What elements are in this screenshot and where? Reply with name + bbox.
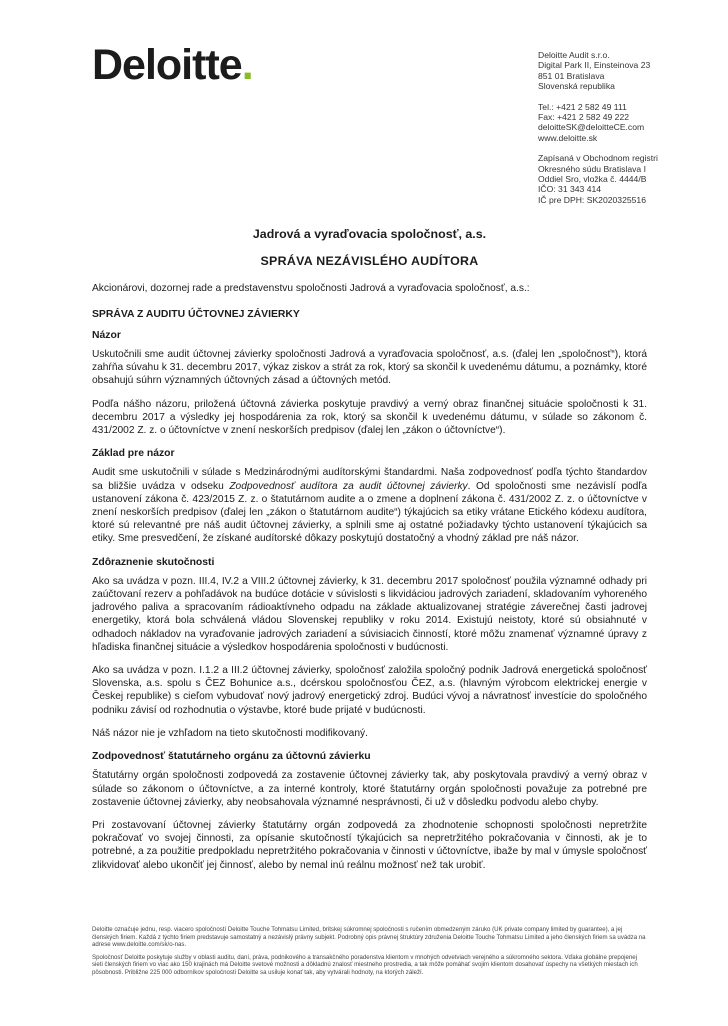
- logo-dot: .: [241, 41, 253, 89]
- section-title: SPRÁVA Z AUDITU ÚČTOVNEJ ZÁVIERKY: [92, 308, 300, 320]
- basis-paragraph: [92, 466, 647, 545]
- footer-paragraph: Deloitte označuje jednu, resp. viacero spoločností Deloitte Touche Tohmatsu Limited, britskej súkromnej spoločnosti s ručením obmedzeným záruko (UK private company limited by guarantee), a jej členských firiem. Každá z týchto firiem predstavuje samostatný a nezávislý právny subjekt. Podrobný opis právnej štruktúry združenia Deloitte Touche Tohmatsu Limited a jeho členských firiem sa uvádza na adrese www.deloitte.com/sk/o-nas.: [92, 926, 646, 949]
- website-address: www.deloitte.sk: [538, 132, 598, 143]
- emphasis-paragraph: Náš názor nie je vzhľadom na tieto skutočnosti modifikovaný.: [92, 727, 368, 739]
- email-address: deloitteSK@deloitteCE.com: [538, 122, 645, 133]
- opinion-heading: Názor: [92, 329, 121, 341]
- footer-paragraph: Spoločnosť Deloitte poskytuje služby v oblasti auditu, daní, práva, podnikového a transakčného poradenstva klientom v mnohých odvetviach verejného a súkromného sektora. Vďaka globálne prepojenej sieti členských firiem vo viac ako 150 krajinách má Deloitte svetové možnosti a dôkladnú znalosť miestneho prostredia, a tak môže pomáhať svojim klientom dosahovať úspechy na všetkých miestach ich pôsobnosti. Približne 225 000 odborníkov spoločnosti Deloitte sa usiluje konať tak, aby vytvárali hodnoty, na ktorých záleží.: [92, 953, 638, 976]
- company-registry: [538, 153, 718, 205]
- responsibility-paragraph: Pri zostavovaní účtovnej závierky štatutárny orgán zodpovedá za zhodnotenie schopnosti spoločnosti nepretržite pokračovať vo svojej činnosti, za opísanie skutočností týkajúcich sa nepretržitého pokračovania v činnosti, ak je to potrebné, a za použitie predpokladu nepretržitého pokračovania v činnosti v účtovníctve, ibaže by mal v úmysle spoločnosť zlikvidovať alebo ukončiť jej činnosť, alebo by nemal inú reálnu možnosť než tak urobiť.: [92, 819, 647, 871]
- basis-text: . Od spoločnosti sme nezávislí podľa ustanovení zákona č. 423/2015 Z. z. o štatutárnom audite a o zmene a doplnení zákona č. 431/2002 Z. z. o účtovníctve v znení neskorších predpisov (ďalej len „zákon o štatutárnom audite“) týkajúcich sa etiky vrátane Etického kódexu audítora, ktoré sú relevantné pre náš audit účtovnej závierky, a splnili sme aj ostatné požiadavky týchto ustanovení týkajúcich sa etiky. Sme presvedčení, že získané audítorské dôkazy poskytujú dostatočný a vhodný základ pre náš názor.: [92, 480, 647, 545]
- phone-number: Tel.: +421 2 582 49 111: [538, 101, 627, 112]
- registry-line: Zapísaná v Obchodnom registri: [538, 153, 658, 164]
- emphasis-heading: Zdôraznenie skutočnosti: [92, 556, 215, 568]
- logo-text: Deloitte: [92, 41, 242, 89]
- opinion-paragraph: Podľa nášho názoru, priložená účtovná závierka poskytuje pravdivý a verný obraz finančnej situácie spoločnosti k 31. decembru 2017 a výsledky jej hospodárenia za rok, ktorý sa skončil k uvedenému dátumu, v súlade so zákonom č. 431/2002 Z. z. o účtovníctve v znení neskorších predpisov (ďalej len „zákon o účtovníctve“).: [92, 398, 647, 437]
- address-line: Deloitte Audit s.r.o.: [538, 50, 610, 60]
- basis-text: Audit sme uskutočnili v súlade s Medzinárodnými audítorskými štandardmi. Naša zodpovednosť podľa týchto štandardov sa bližšie uvádza v odseku: [92, 467, 647, 492]
- report-title: SPRÁVA NEZÁVISLÉHO AUDÍTORA: [260, 254, 479, 269]
- address-line: Slovenská republika: [538, 81, 615, 92]
- deloitte-logo: [92, 41, 253, 89]
- ico-number: IČO: 31 343 414: [538, 184, 602, 195]
- responsibility-heading: Zodpovednosť štatutárneho orgánu za účtovnú závierku: [92, 751, 371, 763]
- legal-footer: [92, 926, 647, 982]
- company-address: [538, 50, 718, 92]
- company-contacts: [538, 102, 718, 144]
- basis-reference: Zodpovednosť audítora za audit účtovnej závierky: [229, 480, 468, 492]
- basis-heading: Základ pre názor: [92, 448, 175, 460]
- company-address-block: [538, 50, 718, 215]
- emphasis-paragraph: Ako sa uvádza v pozn. III.4, IV.2 a VIII.2 účtovnej závierky, k 31. decembru 2017 spoločnosť použila významné odhady pri zaúčtovaní rezerv a pohľadávok na budúce dotácie v súvislosti s likvidáciou jadrových zariadení, skladovaním vyhoreného jadrového paliva a spracovaním rádioaktívneho odpadu na základe aktualizovanej stratégie záverečnej časti jadrovej energetiky, ktorá bola schválená vládou Slovenskej republiky v roku 2014. Existujú neistoty, ktoré sú obsiahnuté v odhadoch nákladov na vyraďovanie jadrových zariadení a súvisiacich činností, ktoré môžu znamenať významné úpravy z hľadiska finančnej situácie a výsledkov hospodárenia spoločnosti v budúcnosti.: [92, 575, 647, 653]
- registry-line: Oddiel Sro, vložka č. 4444/B: [538, 174, 647, 185]
- addressee-line: Akcionárovi, dozornej rade a predstavenstvu spoločnosti Jadrová a vyraďovacia spoločnosť, a.s.:: [92, 283, 530, 295]
- company-title: Jadrová a vyraďovacia spoločnosť, a.s.: [252, 227, 487, 241]
- emphasis-paragraph: Ako sa uvádza v pozn. I.1.2 a III.2 účtovnej závierky, spoločnosť založila spoločný podnik Jadrová energetická spoločnosť Slovenska, a.s. spolu s ČEZ Bohunice a.s., dcérskou spoločnosťou ČEZ, a.s. (hlavným výrobcom elektrickej energie v Českej republike) s cieľom vybudovať nový jadrový energetický zdroj. Budúci vývoj a návratnosť investície do spoločného podniku závisí od rozhodnutia o výstavbe, ktoré bude prijaté v budúcnosti.: [92, 665, 647, 716]
- report-body: [92, 228, 647, 882]
- vat-number: IČ pre DPH: SK2020325516: [538, 194, 646, 205]
- address-line: 851 01 Bratislava: [538, 70, 605, 81]
- address-line: Digital Park II, Einsteinova 23: [538, 60, 651, 71]
- fax-number: Fax: +421 2 582 49 222: [538, 112, 630, 123]
- responsibility-paragraph: Štatutárny orgán spoločnosti zodpovedá za zostavenie účtovnej závierky tak, aby poskytovala pravdivý a verný obraz v súlade so zákonom o účtovníctve, a za interné kontroly, ktoré štatutárny orgán spoločnosti považuje za potrebné pre zostavenie účtovnej závierky, aby neobsahovala významné nesprávnosti, či už v dôsledku podvodu alebo chyby.: [92, 770, 647, 808]
- registry-line: Okresného súdu Bratislava I: [538, 163, 646, 174]
- opinion-paragraph: Uskutočnili sme audit účtovnej závierky spoločnosti Jadrová a vyraďovacia spoločnosť, a.s. (ďalej len „spoločnosť“), ktorá zahŕňa súvahu k 31. decembru 2017, výkaz ziskov a strát za rok, ktorý sa skončil k uvedenému dátumu, a poznámky, ktoré obsahujú súhrn významných účtovných zásad a účtovných metód.: [92, 349, 647, 387]
